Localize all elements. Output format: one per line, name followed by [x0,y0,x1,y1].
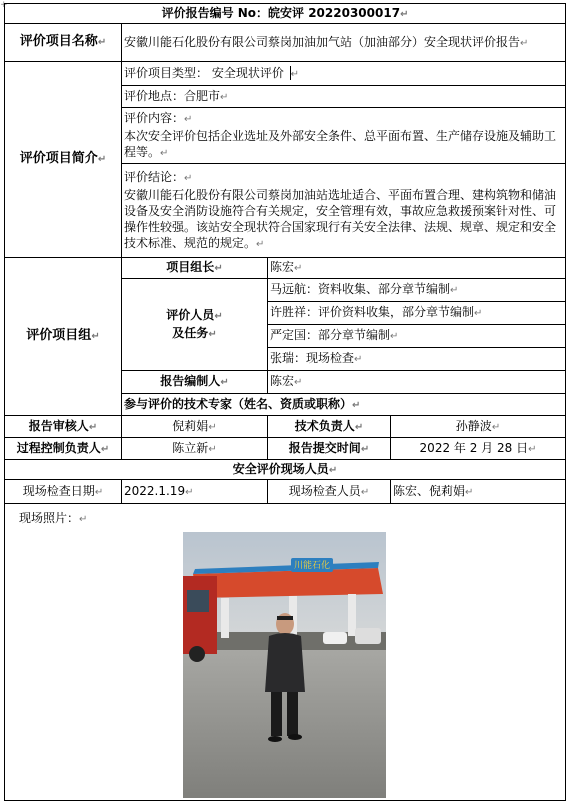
reviewer-value: 倪莉娟↵ [122,416,268,438]
compiler-label: 报告编制人↵ [122,371,268,394]
inspection-date-value: 2022.1.19↵ [122,480,268,504]
member-row: 马远航：资料收集、部分章节编制↵ [268,279,566,302]
leader-label: 项目组长↵ [122,258,268,279]
project-intro-label: 评价项目简介↵ [5,62,122,258]
process-control-label: 过程控制负责人↵ [5,438,122,460]
project-name-value: 安徽川能石化股份有限公司蔡岗加油加气站（加油部分）安全现状评价报告↵ [122,24,566,62]
tech-lead-label: 技术负责人↵ [268,416,391,438]
corner-mark: + [0,0,8,10]
evaluation-report-form [4,3,565,809]
site-photo-cell [5,504,566,801]
member-row: 许胜祥：评价资料收集，部分章节编制↵ [268,302,566,325]
members-label: 评价人员↵ 及任务↵ [122,279,268,371]
compiler-value: 陈宏↵ [268,371,566,394]
gas-station-photo [183,532,386,798]
member-row: 严定国：部分章节编制↵ [268,325,566,348]
submit-time-label: 报告提交时间↵ [268,438,391,460]
report-number-header: 评价报告编号 No：皖安评 20220300017↵ [5,4,566,24]
member-row: 张瑞：现场检查↵ [268,348,566,371]
project-conclusion: 评价结论：↵ 安徽川能石化股份有限公司蔡岗加油站选址适合、平面布置合理、建构筑物和储油设备及安全消防设施符合有关规定，安全管理有效，事故应急救援预案针对性、可操作性较强。该站安全现状符合国家现行有关安全法律、法规、规章、规定和安全技术标准、规范的规定。↵ [122,164,566,258]
leader-value: 陈宏↵ [268,258,566,279]
team-label: 评价项目组↵ [5,258,122,416]
experts-title: 参与评价的技术专家（姓名、资质或职称）↵ [122,394,566,416]
site-photo [183,532,386,798]
station-sign: 川能石化 [293,561,331,571]
inspection-people-label: 现场检查人员↵ [268,480,391,504]
process-control-value: 陈立新↵ [122,438,268,460]
project-type-line: 评价项目类型： 安全现状评价 ↵ [122,62,566,86]
project-name-label: 评价项目名称↵ [5,24,122,62]
site-staff-title: 安全评价现场人员↵ [5,460,566,480]
reviewer-label: 报告审核人↵ [5,416,122,438]
inspection-people-value: 陈宏、倪莉娟↵ [391,480,566,504]
project-location-line: 评价地点：合肥市↵ [122,86,566,108]
submit-time-value: 2022 年 2 月 28 日↵ [391,438,566,460]
tech-lead-value: 孙静波↵ [391,416,566,438]
inspection-date-label: 现场检查日期↵ [5,480,122,504]
project-content: 评价内容：↵ 本次安全评价包括企业选址及外部安全条件、总平面布置、生产储存设施及辅助工程等。↵ [122,108,566,164]
site-photo-label: 现场照片：↵ [19,511,88,525]
report-table [4,3,566,801]
